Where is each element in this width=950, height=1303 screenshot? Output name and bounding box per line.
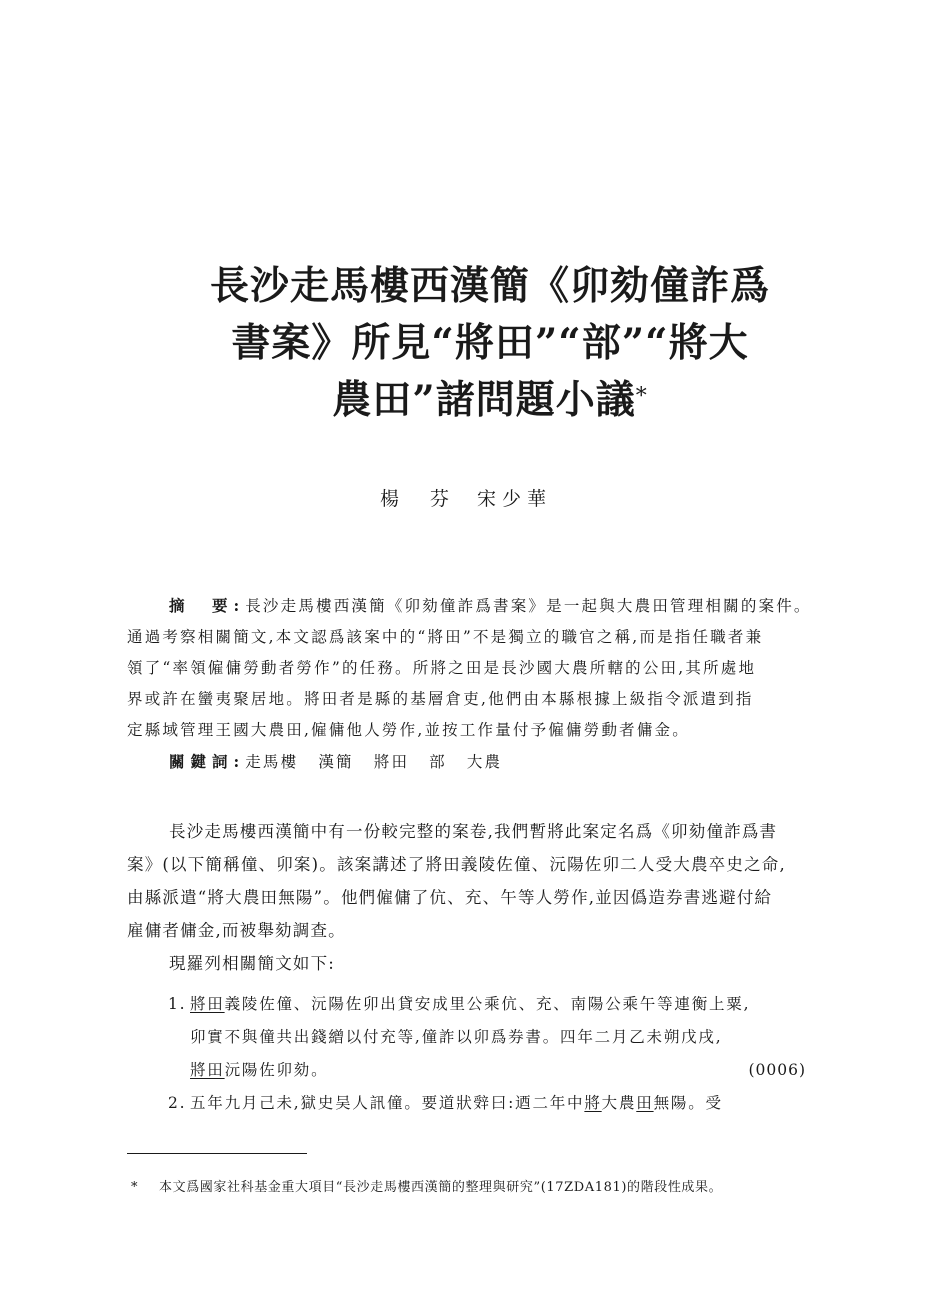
footnote-divider [127,1153,307,1154]
slip-reference: (0006) [748,1061,806,1079]
abstract-line-3: 領了“率領僱傭勞動者勞作”的任務。所將之田是長沙國大農所轄的公田,其所處地 [127,659,757,677]
item-text: 沅陽佐卯劾。 [224,1061,329,1079]
body-line-4: 雇傭者傭金,而被舉劾調查。 [127,921,346,940]
item-number: 2. [168,1094,187,1112]
title-line-2: 書案》所見“將田”“部”“將大 [231,320,749,366]
item-line: 卯實不與僮共出錢繒以付充等,僮詐以卯爲券書。四年二月乙未朔戊戌, [190,1028,723,1046]
author-2: 宋少華 [477,488,553,510]
keyword-2: 漢簡 [318,753,354,771]
abstract-text-1: 長沙走馬樓西漢簡《卯劾僮詐爲書案》是一起與大農田管理相關的案件。 [245,597,812,615]
underlined-term: 將田 [190,1061,225,1079]
item-line [190,988,818,1021]
body-para-2: 現羅列相關簡文如下: [169,954,336,973]
footnote-marker: * [131,1180,139,1195]
item-line [190,1054,818,1087]
abstract-line-2: 通過考察相關簡文,本文認爲該案中的“將田”不是獨立的職官之稱,而是指任職者兼 [127,628,764,646]
keywords [127,746,849,778]
footnote-text: 本文爲國家社科基金重大項目“長沙走馬樓西漢簡的整理與研究”(17ZDA181)的階段性成果。 [159,1180,723,1195]
body-line-2: 案》(以下簡稱僮、卯案)。該案講述了將田義陵佐僮、沅陽佐卯二人受大農卒史之命, [127,855,786,874]
body-line-1: 長沙走馬樓西漢簡中有一份較完整的案卷,我們暫將此案定名爲《卯劾僮詐爲書 [169,822,778,841]
title-line-1: 長沙走馬樓西漢簡《卯劾僮詐爲 [209,263,770,309]
list-item [168,988,818,1087]
keywords-label: 關鍵詞: [169,752,246,771]
title-line-3 [150,372,830,429]
abstract-line-5: 定縣域管理王國大農田,僱傭他人勞作,並按工作量付予僱傭勞動者傭金。 [127,721,690,739]
authors [380,484,552,511]
paper-title [150,258,830,429]
abstract-line-4: 界或許在蠻夷聚居地。將田者是縣的基層倉吏,他們由本縣根據上級指令派遣到指 [127,690,754,708]
underlined-term: 將田 [190,995,225,1013]
abstract-line-1 [127,590,849,622]
slip-listing [168,988,818,1120]
item-text: 義陵佐僮、沅陽佐卯出貸安成里公乘伉、充、南陽公乘午等連衡上粟, [224,995,751,1013]
keyword-5: 大農 [466,753,503,771]
item-text: 五年九月己未,獄史吴人訊僮。要道狀辤曰:迺二年中 [190,1094,585,1112]
item-text: 大農 [601,1094,637,1112]
item-number: 1. [168,995,187,1013]
author-1: 楊 芬 [380,488,456,510]
abstract [127,590,849,778]
title-footnote-mark[interactable]: * [635,384,648,409]
keyword-4: 部 [429,753,447,771]
abstract-label: 摘 要: [169,596,246,615]
underlined-term: 田 [636,1094,654,1112]
title-line-3-text: 農田”諸問題小議 [332,377,636,423]
keyword-1: 走馬樓 [245,753,299,771]
body-text [127,815,849,980]
item-text: 無陽。受 [653,1094,723,1112]
item-line [190,1087,818,1120]
underlined-term: 將 [584,1094,602,1112]
keyword-3: 將田 [373,753,410,771]
body-line-3: 由縣派遣“將大農田無陽”。他們僱傭了伉、充、午等人勞作,並因僞造券書逃避付給 [127,888,773,907]
list-item [168,1087,818,1120]
footnote [131,1178,851,1198]
